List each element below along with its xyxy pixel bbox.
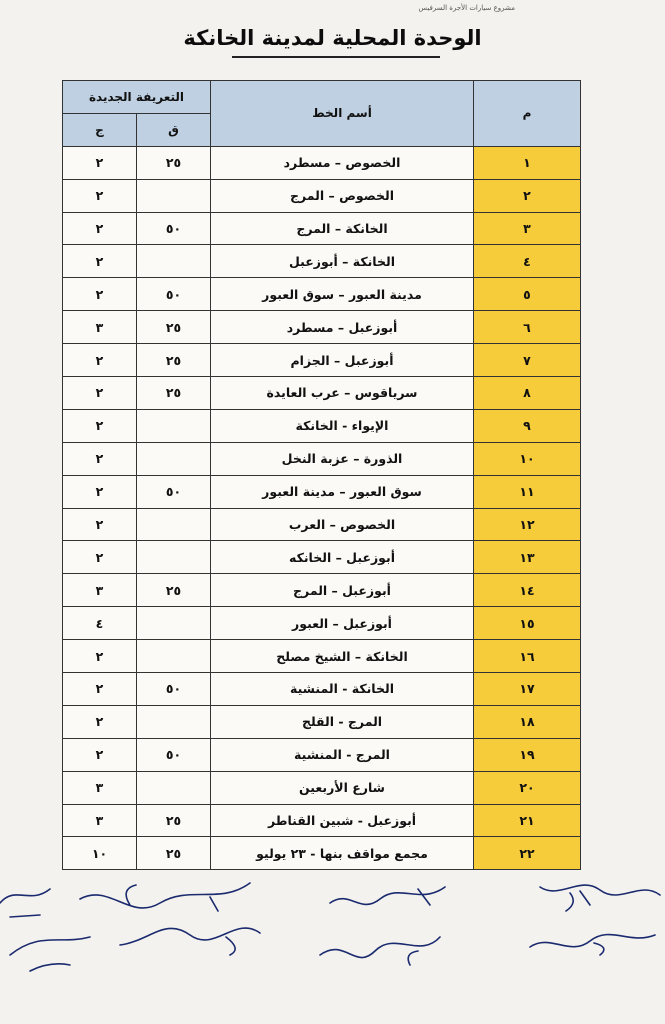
route-name: أبوزعبل - شبين القناطر xyxy=(211,804,474,837)
table-row xyxy=(63,278,581,311)
table-row xyxy=(63,541,581,574)
fare-pound: ٢ xyxy=(63,705,137,738)
fare-piaster: ٥٠ xyxy=(137,278,211,311)
handwritten-signatures-icon xyxy=(0,875,665,1024)
fare-piaster: ٢٥ xyxy=(137,377,211,410)
fare-piaster: ٢٥ xyxy=(137,804,211,837)
table-row xyxy=(63,705,581,738)
route-name: مجمع مواقف بنها - ٢٣ يوليو xyxy=(211,837,474,870)
fare-piaster xyxy=(137,179,211,212)
fare-pound: ٢ xyxy=(63,508,137,541)
fare-pound: ٢ xyxy=(63,409,137,442)
fare-pound: ٢ xyxy=(63,541,137,574)
route-name: الخانكة - المنشية xyxy=(211,673,474,706)
table-row xyxy=(63,475,581,508)
fare-piaster: ٥٠ xyxy=(137,738,211,771)
row-number: ٥ xyxy=(474,278,581,311)
row-number: ١٣ xyxy=(474,541,581,574)
page-title: الوحدة المحلية لمدينة الخانكة xyxy=(183,26,482,50)
row-number: ١٢ xyxy=(474,508,581,541)
table-row xyxy=(63,311,581,344)
title-underline xyxy=(232,56,440,58)
table-row xyxy=(63,607,581,640)
fare-pound: ٢ xyxy=(63,179,137,212)
fare-piaster: ٢٥ xyxy=(137,344,211,377)
route-name: المرج - المنشية xyxy=(211,738,474,771)
row-number: ٢٠ xyxy=(474,771,581,804)
signatures-area xyxy=(0,875,665,1024)
row-number: ٢١ xyxy=(474,804,581,837)
fare-piaster: ٥٠ xyxy=(137,673,211,706)
table-row xyxy=(63,146,581,179)
route-name: الذورة – عزبة النخل xyxy=(211,442,474,475)
table-row xyxy=(63,738,581,771)
top-note: مشروع سيارات الأجرة السرفيس xyxy=(418,4,515,12)
fare-pound: ٢ xyxy=(63,278,137,311)
row-number: ١٧ xyxy=(474,673,581,706)
route-name: أبوزعبل – الخانكه xyxy=(211,541,474,574)
fare-pound: ٤ xyxy=(63,607,137,640)
table-row xyxy=(63,179,581,212)
fare-pound: ١٠ xyxy=(63,837,137,870)
fare-pound: ٢ xyxy=(63,442,137,475)
fare-pound: ٢ xyxy=(63,377,137,410)
row-number: ٤ xyxy=(474,245,581,278)
table-row xyxy=(63,804,581,837)
fare-piaster xyxy=(137,508,211,541)
row-number: ٧ xyxy=(474,344,581,377)
fare-piaster xyxy=(137,409,211,442)
fare-piaster xyxy=(137,705,211,738)
table-row xyxy=(63,442,581,475)
table-row xyxy=(63,673,581,706)
table-row xyxy=(63,508,581,541)
table-row xyxy=(63,409,581,442)
route-name: مدينة العبور – سوق العبور xyxy=(211,278,474,311)
route-name: سوق العبور – مدينة العبور xyxy=(211,475,474,508)
fare-pound: ٣ xyxy=(63,574,137,607)
route-name: أبوزعبل – الجزام xyxy=(211,344,474,377)
fare-piaster xyxy=(137,442,211,475)
fare-pound: ٣ xyxy=(63,311,137,344)
fare-pound: ٢ xyxy=(63,475,137,508)
fare-pound: ٢ xyxy=(63,245,137,278)
header-new-tariff: التعريفة الجديدة xyxy=(63,81,211,114)
header-route: أسم الخط xyxy=(211,81,474,147)
table-row xyxy=(63,771,581,804)
row-number: ٩ xyxy=(474,409,581,442)
route-name: أبوزعبل – العبور xyxy=(211,607,474,640)
row-number: ٨ xyxy=(474,377,581,410)
row-number: ٢٢ xyxy=(474,837,581,870)
fare-piaster: ٥٠ xyxy=(137,212,211,245)
row-number: ١٥ xyxy=(474,607,581,640)
fare-pound: ٢ xyxy=(63,344,137,377)
fares-table xyxy=(62,80,581,870)
row-number: ١ xyxy=(474,146,581,179)
row-number: ١٤ xyxy=(474,574,581,607)
row-number: ١٠ xyxy=(474,442,581,475)
fare-pound: ٣ xyxy=(63,804,137,837)
fare-pound: ٢ xyxy=(63,640,137,673)
table-row xyxy=(63,212,581,245)
table-body xyxy=(63,146,581,870)
fare-piaster xyxy=(137,541,211,574)
header-num: م xyxy=(474,81,581,147)
route-name: أبوزعبل – المرج xyxy=(211,574,474,607)
fare-piaster xyxy=(137,640,211,673)
row-number: ١٨ xyxy=(474,705,581,738)
fare-piaster xyxy=(137,771,211,804)
route-name: المرج - القلج xyxy=(211,705,474,738)
route-name: الخصوص – المرج xyxy=(211,179,474,212)
row-number: ١٩ xyxy=(474,738,581,771)
table-row xyxy=(63,344,581,377)
table-row xyxy=(63,245,581,278)
header-pound: ج xyxy=(63,113,137,146)
route-name: الخصوص – مسطرد xyxy=(211,146,474,179)
fare-pound: ٢ xyxy=(63,673,137,706)
fare-piaster: ٢٥ xyxy=(137,146,211,179)
row-number: ٢ xyxy=(474,179,581,212)
route-name: الخانكة – الشيخ مصلح xyxy=(211,640,474,673)
fare-piaster xyxy=(137,245,211,278)
table-row xyxy=(63,640,581,673)
row-number: ٦ xyxy=(474,311,581,344)
route-name: أبوزعبل – مسطرد xyxy=(211,311,474,344)
route-name: الإيواء - الخانكة xyxy=(211,409,474,442)
row-number: ١٦ xyxy=(474,640,581,673)
route-name: الخصوص – العرب xyxy=(211,508,474,541)
fare-pound: ٣ xyxy=(63,771,137,804)
fare-pound: ٢ xyxy=(63,738,137,771)
header-piaster: ق xyxy=(137,113,211,146)
fare-piaster: ٥٠ xyxy=(137,475,211,508)
fare-piaster: ٢٥ xyxy=(137,837,211,870)
route-name: شارع الأربعين xyxy=(211,771,474,804)
table-row xyxy=(63,837,581,870)
route-name: الخانكة – المرج xyxy=(211,212,474,245)
route-name: سرياقوس – عرب العايدة xyxy=(211,377,474,410)
fare-pound: ٢ xyxy=(63,212,137,245)
fare-piaster: ٢٥ xyxy=(137,311,211,344)
route-name: الخانكة – أبوزعبل xyxy=(211,245,474,278)
row-number: ١١ xyxy=(474,475,581,508)
fare-piaster xyxy=(137,607,211,640)
row-number: ٣ xyxy=(474,212,581,245)
table-row xyxy=(63,574,581,607)
table-row xyxy=(63,377,581,410)
fare-pound: ٢ xyxy=(63,146,137,179)
fare-piaster: ٢٥ xyxy=(137,574,211,607)
